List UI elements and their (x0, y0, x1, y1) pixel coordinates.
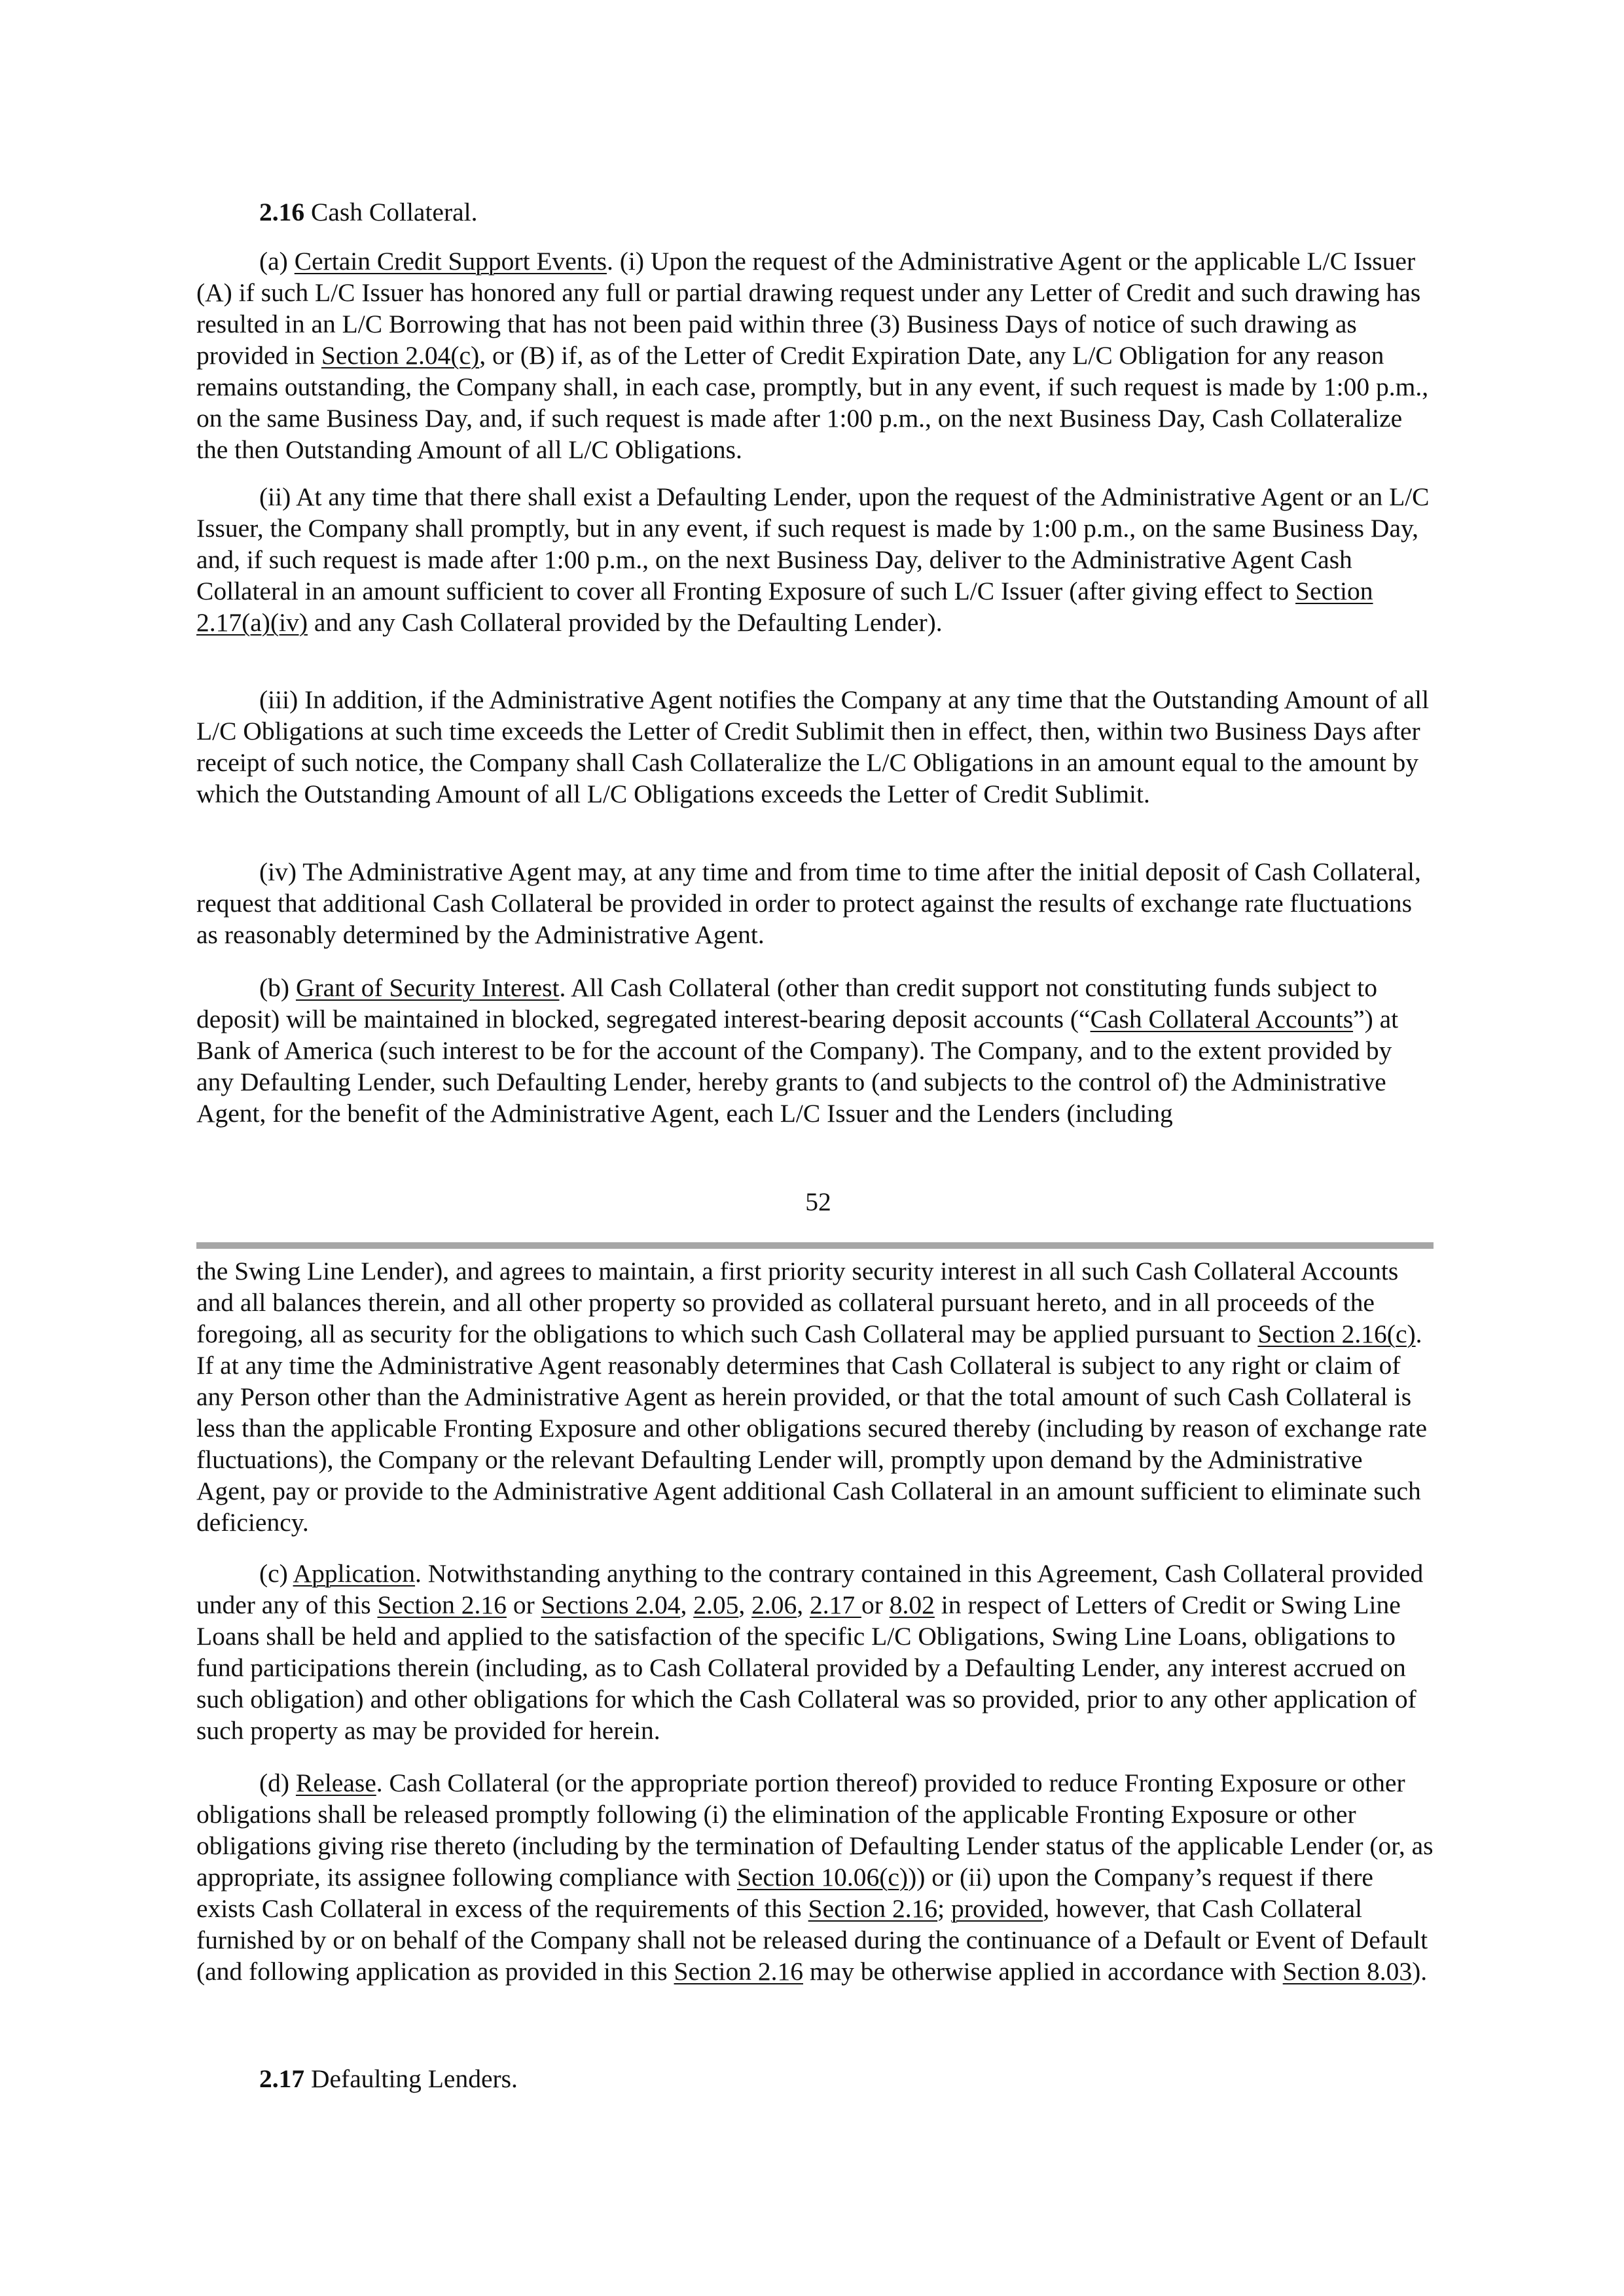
paragraph-text: ”) at Bank of America (such interest to be for the account of the Company). The Company, and to the extent provided by any Defaulting Lender, such Defaulting Lender, hereby grants to (and subjects to the control of) the Administrative Agent, for the benefit of the Administrative Agent, each L/C Issuer and the Lenders (including (196, 1005, 1399, 1128)
section-reference: Section 2.04(c) (321, 341, 480, 370)
section-reference: Section 8.03 (1282, 1957, 1413, 1986)
paragraph-text: (iii) In addition, if the Administrative Agent notifies the Company at any time that the Outstanding Amount of all L/C Obligations at such time exceeds the Letter of Credit Sublimit then in effect, then, within two Business Days after receipt of such notice, the Company shall Cash Collateralize the L/C Obligations in an amount equal to the amount by which the Outstanding Amount of all L/C Obligations exceeds the Letter of Credit Sublimit. (196, 685, 1430, 808)
paragraph-text: (iv) The Administrative Agent may, at any time and from time to time after the initial deposit of Cash Collateral, request that additional Cash Collateral be provided in order to protect against the results of exchange rate fluctuations as reasonably determined by the Administrative Agent. (196, 857, 1421, 949)
paragraph-text: , (680, 1590, 694, 1619)
paragraph-text: the Swing Line Lender), and agrees to maintain, a first priority security interest in all such Cash Collateral Accounts and all balances therein, and all other property so provided as collateral pursuant hereto, and in all proceeds of the foregoing, all as security for the obligations to which such Cash Collateral may be applied pursuant to (196, 1257, 1399, 1348)
paragraph-text: )) or (ii) upon the Company’s request if there exists Cash Collateral in excess of the requirements of this (196, 1863, 1373, 1923)
paragraph-text: may be otherwise applied in accordance with (803, 1957, 1283, 1986)
clause-title: Certain Credit Support Events (294, 247, 607, 276)
paragraph-a-iii (196, 684, 1434, 810)
paragraph-text: . All Cash Collateral (other than credit support not constituting funds subject to deposit) will be maintained in blocked, segregated interest-bearing deposit accounts (“ (196, 973, 1378, 1033)
section-reference: Section 2.16 (377, 1590, 507, 1619)
paragraph-text: . If at any time the Administrative Agent reasonably determines that Cash Collateral is subject to any right or claim of any Person other than the Administrative Agent as herein provided, or that the total amount of such Cash Collateral is less than the applicable Fronting Exposure and other obligations secured thereby (including by reason of exchange rate fluctuations), the Company or the relevant Defaulting Lender will, promptly upon demand by the Administrative Agent, pay or provide to the Administrative Agent additional Cash Collateral in an amount sufficient to eliminate such deficiency. (196, 1319, 1428, 1537)
section-reference: 2.17 (809, 1590, 861, 1619)
clause-label: (b) (259, 973, 290, 1002)
paragraph-b-continued (196, 1255, 1434, 1538)
clause-title: Grant of Security Interest (295, 973, 560, 1002)
page-number: 52 (805, 1187, 831, 1216)
paragraph-b (196, 972, 1434, 1129)
defined-term: Cash Collateral Accounts (1090, 1005, 1354, 1033)
paragraph-c (196, 1558, 1434, 1746)
section-reference: 2.06 (751, 1590, 797, 1619)
paragraph-text: . Cash Collateral (or the appropriate portion thereof) provided to reduce Fronting Exposure or other obligations shall be released promptly following (i) the elimination of the applicable Fronting Exposure or other obligations giving rise thereto (including by the termination of Defaulting Lender status of the applicable Lender (or, as appropriate, its assignee following compliance with (196, 1768, 1434, 1892)
clause-title: Application (293, 1559, 416, 1588)
section-heading-2-17 (259, 2063, 518, 2094)
paragraph-a-iv (196, 856, 1434, 950)
paragraph-text: . Notwithstanding anything to the contrary contained in this Agreement, Cash Collateral provided under any of this (196, 1559, 1424, 1619)
paragraph-a (196, 245, 1434, 465)
paragraph-text: , (797, 1590, 810, 1619)
section-title: Cash Collateral. (311, 198, 478, 226)
paragraph-text: or (506, 1590, 541, 1619)
section-reference: Section 2.16 (808, 1894, 938, 1923)
clause-title: Release (295, 1768, 376, 1797)
paragraph-text: and any Cash Collateral provided by the Defaulting Lender). (308, 608, 943, 637)
paragraph-text: ). (1412, 1957, 1428, 1986)
proviso-term: provided (950, 1894, 1043, 1923)
paragraph-text: , or (B) if, as of the Letter of Credit Expiration Date, any L/C Obligation for any reason remains outstanding, the Company shall, in each case, promptly, but in any event, if such request is made by 1:00 p.m., on the same Business Day, and, if such request is made after 1:00 p.m., on the next Business Day, Cash Collateralize the then Outstanding Amount of all L/C Obligations. (196, 341, 1429, 464)
paragraph-text: . (i) Upon the request of the Administrative Agent or the applicable L/C Issuer (A) if such L/C Issuer has honored any full or partial drawing request under any Letter of Credit and such drawing has resulted in an L/C Borrowing that has not been paid within three (3) Business Days of notice of such drawing as provided in (196, 247, 1421, 370)
paragraph-text: (ii) At any time that there shall exist a Defaulting Lender, upon the request of the Administrative Agent or an L/C Issuer, the Company shall promptly, but in any event, if such request is made by 1:00 p.m., on the same Business Day, and, if such request is made after 1:00 p.m., on the next Business Day, deliver to the Administrative Agent Cash Collateral in an amount sufficient to cover all Fronting Exposure of such L/C Issuer (after giving effect to (196, 482, 1430, 605)
page-break-divider (196, 1242, 1434, 1249)
section-reference: Section 2.16(c) (1257, 1319, 1416, 1348)
paragraph-text: in respect of Letters of Credit or Swing Line Loans shall be held and applied to the satisfaction of the specific L/C Obligations, Swing Line Loans, obligations to fund participations therein (including, as to Cash Collateral provided by a Defaulting Lender, any interest accrued on such obligation) and other obligations for which the Cash Collateral was so provided, prior to any other application of such property as may be provided for herein. (196, 1590, 1416, 1745)
paragraph-text: , however, that Cash Collateral furnished by or on behalf of the Company shall not be released during the continuance of a Default or Event of Default (and following application as provided in this (196, 1894, 1428, 1986)
paragraph-text: ; (937, 1894, 951, 1923)
section-heading-2-16 (259, 196, 478, 228)
section-reference: 2.05 (693, 1590, 739, 1619)
clause-label: (a) (259, 247, 288, 276)
section-number: 2.16 (259, 198, 305, 226)
section-reference: Section 10.06(c) (737, 1863, 909, 1892)
section-reference: Sections 2.04 (541, 1590, 681, 1619)
paragraph-a-ii (196, 481, 1434, 638)
paragraph-d (196, 1767, 1434, 1987)
paragraph-text: or (861, 1590, 890, 1619)
section-reference: Section 2.16 (674, 1957, 803, 1986)
clause-label: (d) (259, 1768, 290, 1797)
section-reference: Section 2.17(a)(iv) (196, 577, 1373, 637)
paragraph-text: , (738, 1590, 752, 1619)
section-title: Defaulting Lenders. (311, 2064, 518, 2093)
clause-label: (c) (259, 1559, 288, 1588)
section-number: 2.17 (259, 2064, 305, 2093)
section-reference: 8.02 (889, 1590, 935, 1619)
